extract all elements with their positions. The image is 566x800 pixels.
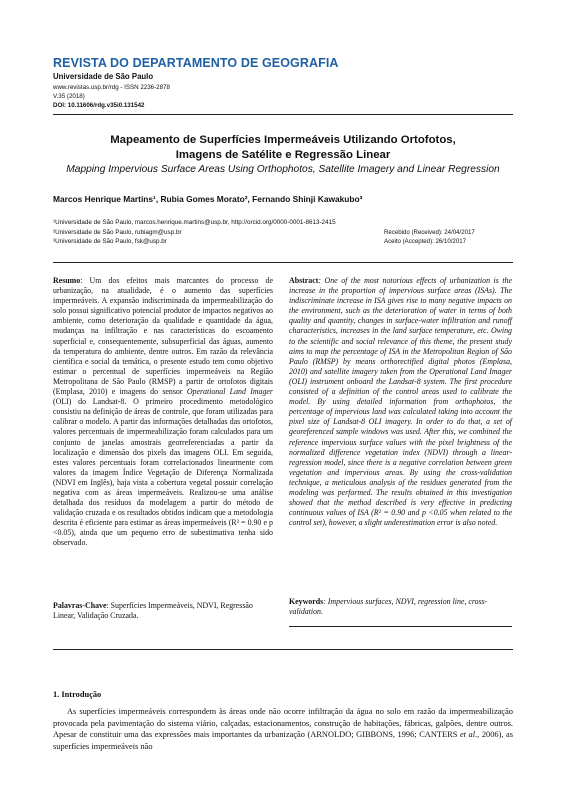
title-en: Mapping Impervious Surface Areas Using Orthophotos, Satellite Imagery and Linear Regression: [66, 164, 500, 175]
abstract-text: : One of the most notorious effects of urbanization is the increase in the proportion of impervious surface areas (ISAs). The indiscriminate increase in ISA gives rise to many negative impacts on the environment, such as the deterioration of water in terms of both quality and quantity, changes in surface-water infiltration and runoff characteristics, increases in the land surface temperature, etc. Owing to the scientific and social relevance of this theme, the present study aims to map the percentage of ISA in the Metropolitan Region of São Paulo (RMSP) by means orthorectified digital photos (Emplasa, 2010) and satellite imagery taken from the Operational Land Imager (OLI) instrument onboard the Landsat-8 system. The first procedure consisted of a definition of the control areas used to calibrate the model. By using detailed information from orthophotos, the percentage of impervious land was calculated taking into account the pixel size of Landsat-8 OLI imagery. In order to do that, a set of georeferenced sample windows was used. After this, we combined the reference impervious surface values with the pixel brightness of the normalized difference vegetation index (NDVI) through a linear-regression model, since there is a negative correlation between green vegetation and impervious areas. By using the cross-validation technique, a meticulous analysis of the residues generated from the modeling was performed. The results obtained in this investigation showed that the method described is very effective in predicting continuous values of ISA (R² = 0.90 and p <0.05 when related to the control set), however, a slight underestimation error is also noted.: [289, 276, 512, 528]
palavras-chave-text: : Superfícies Impermeáveis, NDVI, Regressão Linear, Validação Cruzada.: [53, 601, 253, 621]
affiliation-3: ³Universidade de São Paulo, fsk@usp.br: [53, 238, 167, 245]
accepted-date: Aceito (Accepted): 26/10/2017: [384, 238, 466, 245]
abstract-divider: [53, 262, 513, 263]
affiliation-2: ²Universidade de São Paulo, rubiagm@usp.br: [53, 229, 182, 236]
resumo-text-1: : Um dos efeitos mais marcantes do processo de urbanização, na atualidade, é o aumento das superfícies impermeáveis. A expansão indiscriminada da impermeabilização do solo possui significativo potencial produtor de impactos negativos ao ambiente, como deterioração da qualidade e quantidade da água, mudanças na infiltração e nas características do escoamento superficial e, consequentemente, subsuperficial das águas, aumento da temperatura do ambiente, dentre outros. Em razão da relevância científica e social da temática, o presente estudo tem como objetivo estimar o percentual de superfícies impermeáveis na Região Metropolitana de São Paulo (RMSP) a partir de ortofotos digitais (Emplasa, 2010) e imagens do sensor: [53, 276, 273, 397]
keywords-label: Keywords: [289, 597, 324, 606]
section-divider: [53, 649, 513, 650]
resumo-block: [53, 276, 273, 549]
keywords-divider: [289, 626, 512, 627]
keywords-block: [289, 597, 512, 617]
resumo-text-2: (OLI) do Landsat-8. O primeiro procedimento metodológico consistiu na definição de áreas de controle, que foram utilizadas para calibrar o modelo. A partir das informações detalhadas das ortofotos, valores percentuais de impermeabilização foram calculados para um conjunto de janelas amostrais georreferenciadas a partir da localização e dimensão dos pixels das imagens OLI. Em seguida, estes valores percentuais foram correlacionados linearmente com valores da imagem Índice Vegetação de Diferença Normalizada (NDVI em Inglês), haja vista a cobertura vegetal possuir correlação negativa com as áreas impermeáveis. Realizou-se uma análise detalhada dos resíduos da modelagem a partir do método de validação cruzada e os resultados obtidos indicam que a metodologia descrita é eficiente para estimar as áreas impermeáveis (R² = 0.90 e p <0.05), ainda que um pequeno erro de subestimativa tenha sido observado.: [53, 397, 273, 548]
title-pt-line2: Imagens de Satélite e Regressão Linear: [175, 149, 391, 161]
journal-title: REVISTA DO DEPARTAMENTO DE GEOGRAFIA: [53, 56, 339, 70]
title-pt-line1: Mapeamento de Superfícies Impermeáveis Utilizando Ortofotos,: [110, 134, 456, 146]
palavras-chave-block: [53, 601, 273, 621]
abstract-label: Abstract: [289, 276, 319, 285]
palavras-chave-label: Palavras-Chave: [53, 601, 107, 610]
resumo-label: Resumo: [53, 276, 81, 285]
intro-text-2: , 2006), as superfícies impermeáveis não: [53, 730, 514, 751]
website-issn: www.revistas.usp.br/rdg - ISSN 2236-2878: [53, 84, 170, 91]
header-divider: [53, 114, 513, 115]
abstract-block: [289, 276, 512, 528]
authors: Marcos Henrique Martins¹, Rubia Gomes Morato², Fernando Shinji Kawakubo³: [53, 194, 363, 204]
university-name: Universidade de São Paulo: [53, 72, 154, 81]
volume: V.35 (2018): [53, 93, 85, 100]
resumo-oli-term: Operational Land Imager: [186, 387, 273, 397]
introduction-paragraph: [53, 706, 513, 752]
doi: DOI: 10.11606/rdg.v35i0.131542: [53, 102, 145, 109]
affiliation-1: ¹Universidade de São Paulo, marcos.henrique.martins@usp.br, http://orcid.org/0000-0001-8613-2415: [53, 219, 336, 226]
keywords-text: : Impervious surfaces, NDVI, regression line, cross-validation.: [289, 597, 488, 617]
received-date: Recebido (Received): 24/04/2017: [384, 229, 475, 236]
intro-text-1: As superfícies impermeáveis correspondem às áreas onde não ocorre infiltração da água no solo em razão da impermeabilização provocada pela pavimentação do sistema viário, calçadas, estacionamentos, construção de habitações, fábricas, galpões, dentre outros. Apesar de constituir uma das expressões mais importantes da urbanização (ARNOLDO; GIBBONS, 1996; CANTERS: [53, 707, 513, 739]
intro-etal: et al.: [459, 730, 478, 739]
introduction-heading: 1. Introdução: [53, 690, 102, 699]
